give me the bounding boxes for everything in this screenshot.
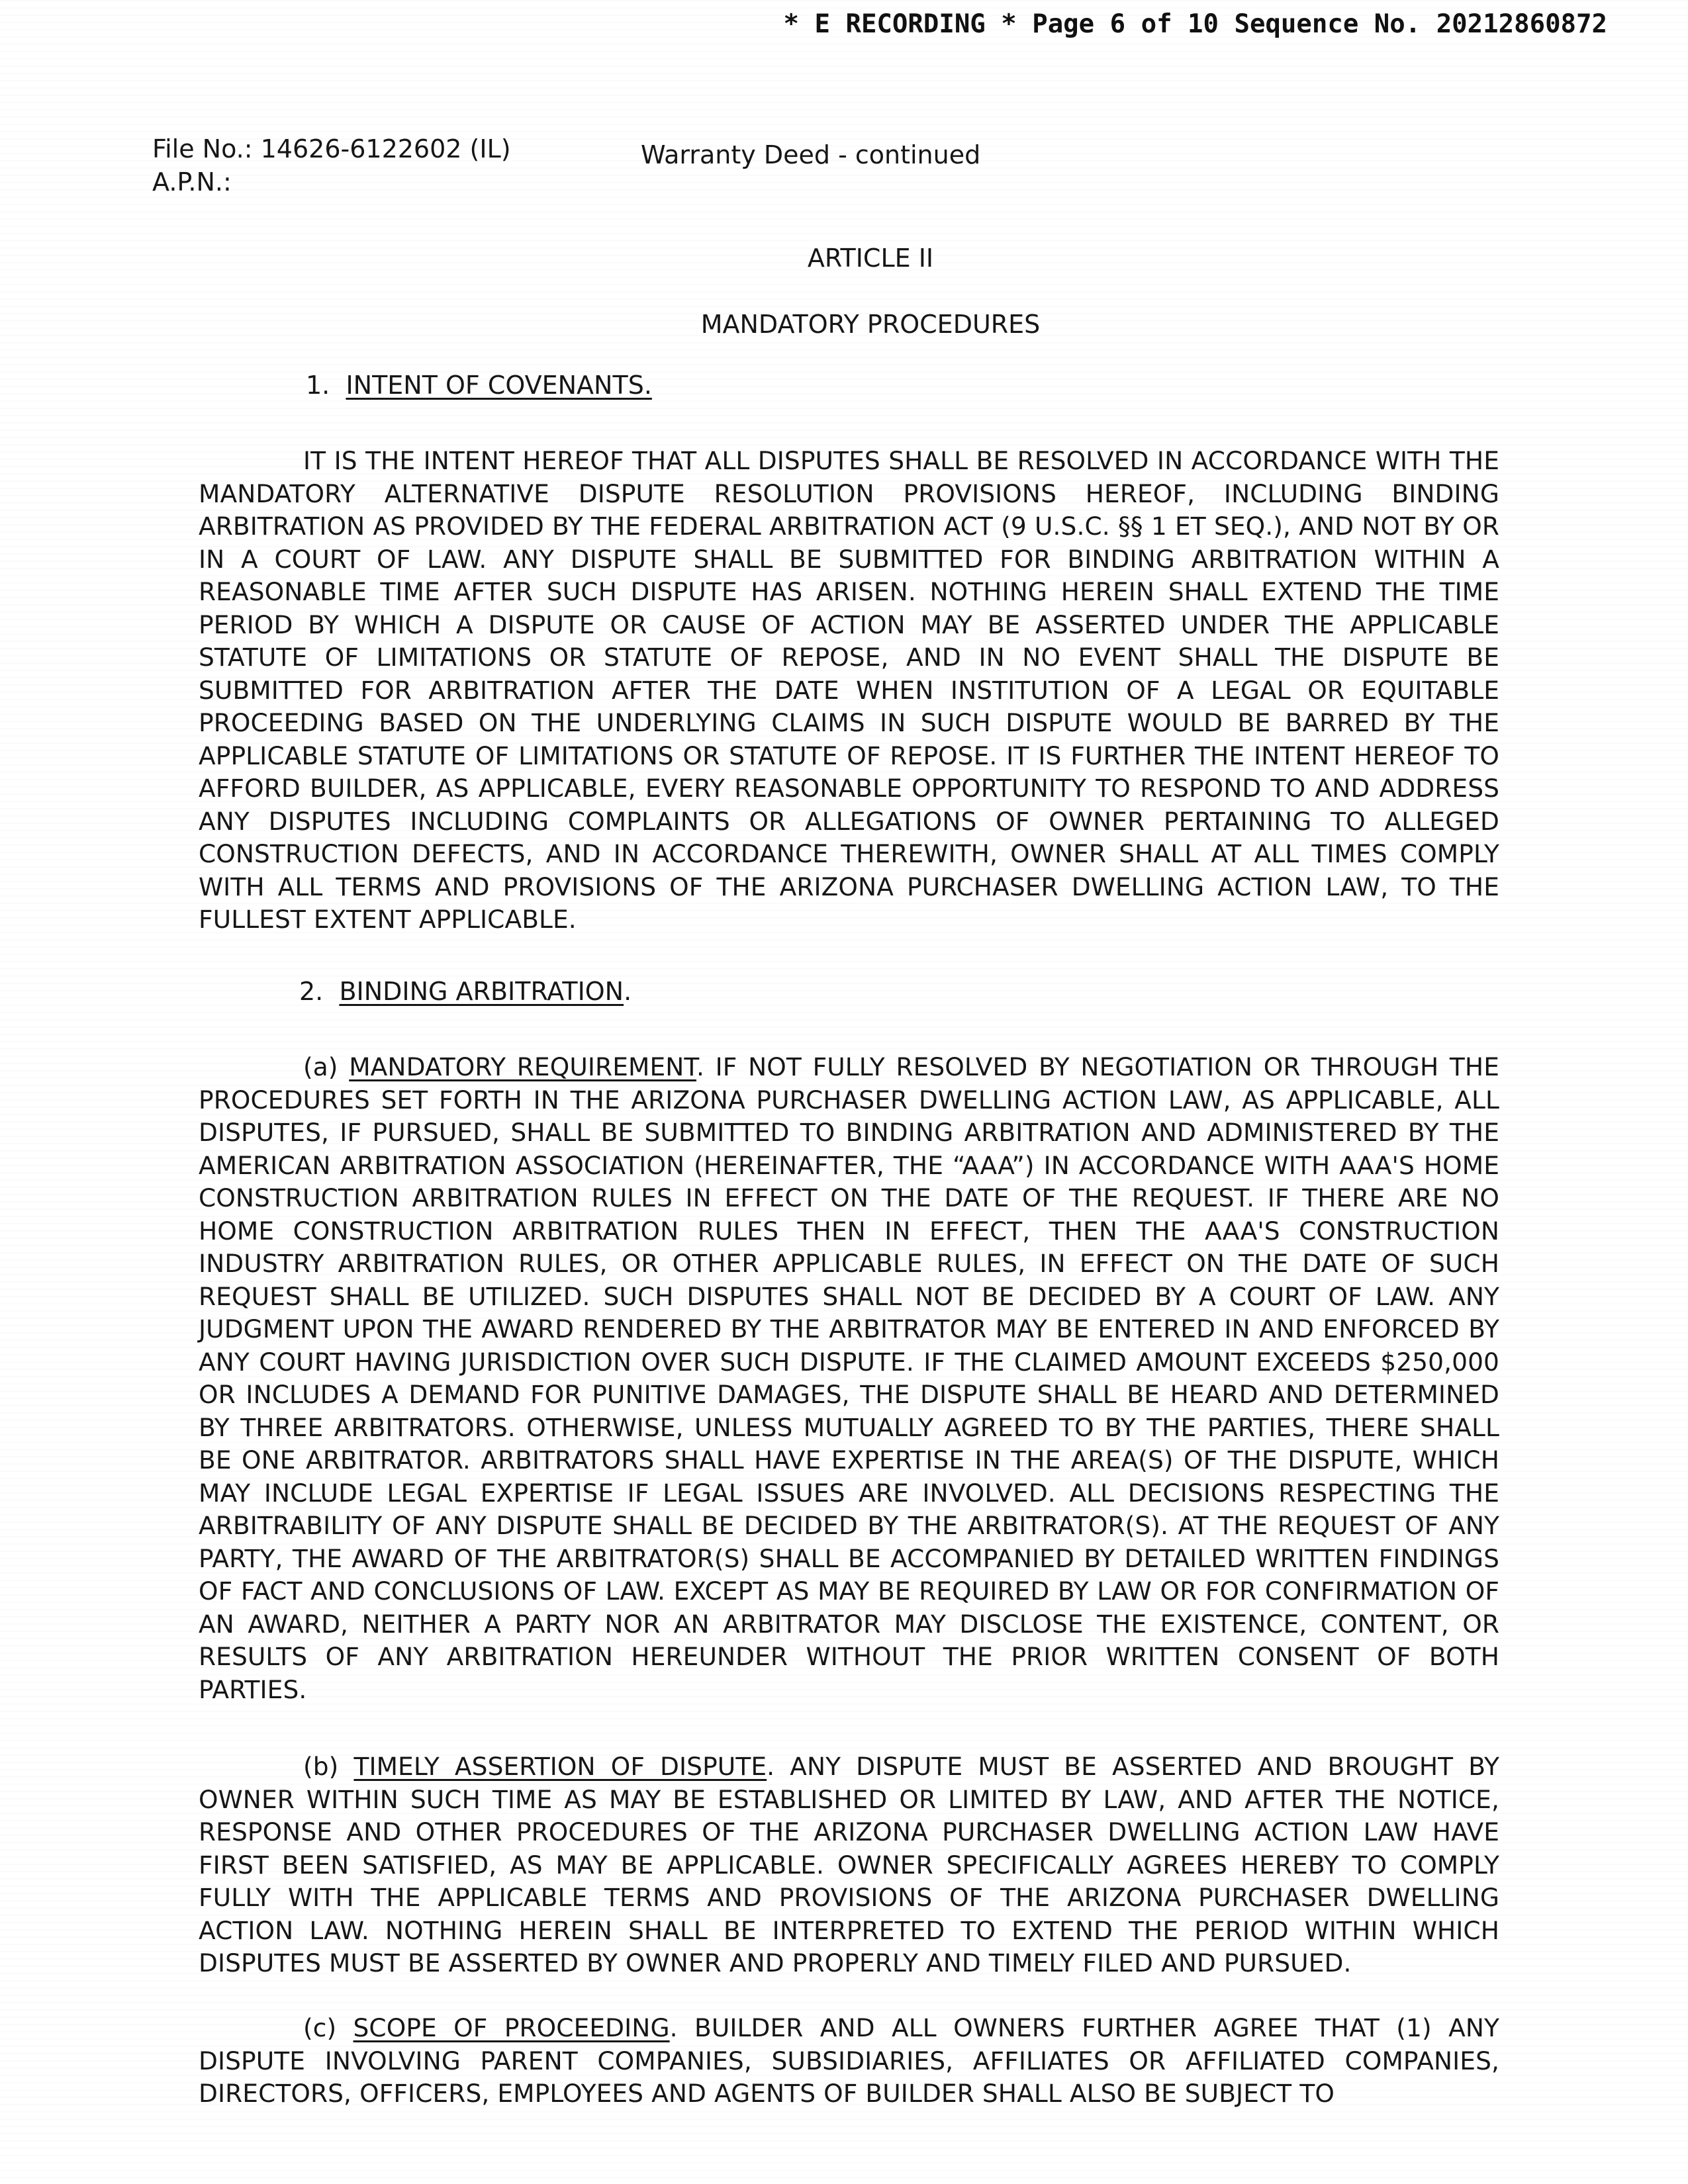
document-title: Warranty Deed - continued (641, 140, 981, 169)
file-info (152, 132, 511, 199)
article-heading: MANDATORY PROCEDURES (700, 310, 1041, 339)
section-2-heading (299, 977, 632, 1006)
subsection-b-body: . ANY DISPUTE MUST BE ASSERTED AND BROUGHT BY OWNER WITHIN SUCH TIME AS MAY BE ESTABLISHED OR LIMITED BY LAW, AND AFTER THE NOTICE, RESPONSE AND OTHER PROCEDURES OF THE ARIZONA PURCHASER DWELLING ACTION LAW HAVE FIRST BEEN SATISFIED, AS MAY BE APPLICABLE. OWNER SPECIFICALLY AGREES HEREBY TO COMPLY FULLY WITH THE APPLICABLE TERMS AND PROVISIONS OF THE ARIZONA PURCHASER DWELLING ACTION LAW. NOTHING HEREIN SHALL BE INTERPRETED TO EXTEND THE PERIOD WITHIN WHICH DISPUTES MUST BE ASSERTED BY OWNER AND PROPERLY AND TIMELY FILED AND PURSUED. (199, 1752, 1499, 1978)
subsection-b (199, 1751, 1499, 1980)
section-2-number: 2. (299, 977, 324, 1006)
subsection-c-body: . BUILDER AND ALL OWNERS FURTHER AGREE THAT (1) ANY DISPUTE INVOLVING PARENT COMPANIES, SUBSIDIARIES, AFFILIATES OR AFFILIATED COMPANIES, DIRECTORS, OFFICERS, EMPLOYEES AND AGENTS OF BUILDER SHALL ALSO BE SUBJECT TO (199, 2013, 1499, 2108)
subsection-a-body: . IF NOT FULLY RESOLVED BY NEGOTIATION OR THROUGH THE PROCEDURES SET FORTH IN THE ARIZONA PURCHASER DWELLING ACTION LAW, AS APPLICABLE, ALL DISPUTES, IF PURSUED, SHALL BE SUBMITTED TO BINDING ARBITRATION AND ADMINISTERED BY THE AMERICAN ARBITRATION ASSOCIATION (HEREINAFTER, THE “AAA”) IN ACCORDANCE WITH AAA'S HOME CONSTRUCTION ARBITRATION RULES IN EFFECT ON THE DATE OF THE REQUEST. IF THERE ARE NO HOME CONSTRUCTION ARBITRATION RULES THEN IN EFFECT, THEN THE AAA'S CONSTRUCTION INDUSTRY ARBITRATION RULES, OR OTHER APPLICABLE RULES, IN EFFECT ON THE DATE OF SUCH REQUEST SHALL BE UTILIZED. SUCH DISPUTES SHALL NOT BE DECIDED BY A COURT OF LAW. ANY JUDGMENT UPON THE AWARD RENDERED BY THE ARBITRATOR MAY BE ENTERED IN AND ENFORCED BY ANY COURT HAVING JURISDICTION OVER SUCH DISPUTE. IF THE CLAIMED AMOUNT EXCEEDS $250,000 OR INCLUDES A DEMAND FOR PUNITIVE DAMAGES, THE DISPUTE SHALL BE HEARD AND DETERMINED BY THREE ARBITRATORS. OTHERWISE, UNLESS MUTUALLY AGREED TO BY THE PARTIES, THERE SHALL BE ONE ARBITRATOR. ARBITRATORS SHALL HAVE EXPERTISE IN THE AREA(S) OF THE DISPUTE, WHICH MAY INCLUDE LEGAL EXPERTISE IF LEGAL ISSUES ARE INVOLVED. ALL DECISIONS RESPECTING THE ARBITRABILITY OF ANY DISPUTE SHALL BE DECIDED BY THE ARBITRATOR(S). AT THE REQUEST OF ANY PARTY, THE AWARD OF THE ARBITRATOR(S) SHALL BE ACCOMPANIED BY DETAILED WRITTEN FINDINGS OF FACT AND CONCLUSIONS OF LAW. EXCEPT AS MAY BE REQUIRED BY LAW OR FOR CONFIRMATION OF AN AWARD, NEITHER A PARTY NOR AN ARBITRATOR MAY DISCLOSE THE EXISTENCE, CONTENT, OR RESULTS OF ANY ARBITRATION HEREUNDER WITHOUT THE PRIOR WRITTEN CONSENT OF BOTH PARTIES. (199, 1052, 1500, 1704)
subsection-c-title: SCOPE OF PROCEEDING (353, 2013, 670, 2042)
subsection-c-label: (c) (303, 2013, 337, 2042)
apn-label: A.P.N.: (152, 167, 232, 197)
recording-header: * E RECORDING * Page 6 of 10 Sequence No. 20212860872 (783, 9, 1607, 39)
subsection-b-title: TIMELY ASSERTION OF DISPUTE (353, 1752, 767, 1781)
subsection-a-label: (a) (303, 1052, 338, 1081)
section-1-body: IT IS THE INTENT HEREOF THAT ALL DISPUTES SHALL BE RESOLVED IN ACCORDANCE WITH THE MANDATORY ALTERNATIVE DISPUTE RESOLUTION PROVISIONS HEREOF, INCLUDING BINDING ARBITRATION AS PROVIDED BY THE FEDERAL ARBITRATION ACT (9 U.S.C. §§ 1 ET SEQ.), AND NOT BY OR IN A COURT OF LAW. ANY DISPUTE SHALL BE SUBMITTED FOR BINDING ARBITRATION WITHIN A REASONABLE TIME AFTER SUCH DISPUTE HAS ARISEN. NOTHING HEREIN SHALL EXTEND THE TIME PERIOD BY WHICH A DISPUTE OR CAUSE OF ACTION MAY BE ASSERTED UNDER THE APPLICABLE STATUTE OF LIMITATIONS OR STATUTE OF REPOSE, AND IN NO EVENT SHALL THE DISPUTE BE SUBMITTED FOR ARBITRATION AFTER THE DATE WHEN INSTITUTION OF A LEGAL OR EQUITABLE PROCEEDING BASED ON THE UNDERLYING CLAIMS IN SUCH DISPUTE WOULD BE BARRED BY THE APPLICABLE STATUTE OF LIMITATIONS OR STATUTE OF REPOSE. IT IS FURTHER THE INTENT HEREOF TO AFFORD BUILDER, AS APPLICABLE, EVERY REASONABLE OPPORTUNITY TO RESPOND TO AND ADDRESS ANY DISPUTES INCLUDING COMPLAINTS OR ALLEGATIONS OF OWNER PERTAINING TO ALLEGED CONSTRUCTION DEFECTS, AND IN ACCORDANCE THEREWITH, OWNER SHALL AT ALL TIMES COMPLY WITH ALL TERMS AND PROVISIONS OF THE ARIZONA PURCHASER DWELLING ACTION LAW, TO THE FULLEST EXTENT APPLICABLE. (199, 446, 1499, 934)
subsection-a-title: MANDATORY REQUIREMENT (349, 1052, 696, 1081)
section-1-heading (306, 371, 652, 400)
section-2-title: BINDING ARBITRATION (339, 977, 624, 1006)
file-number: File No.: 14626-6122602 (IL) (152, 134, 511, 163)
section-1-number: 1. (306, 371, 330, 400)
article-number: ARTICLE II (807, 244, 934, 273)
subsection-b-label: (b) (303, 1752, 339, 1781)
section-1-title: INTENT OF COVENANTS. (346, 371, 652, 400)
subsection-c (199, 2012, 1499, 2111)
section-2-title-period: . (624, 977, 632, 1006)
subsection-a (199, 1051, 1499, 1706)
